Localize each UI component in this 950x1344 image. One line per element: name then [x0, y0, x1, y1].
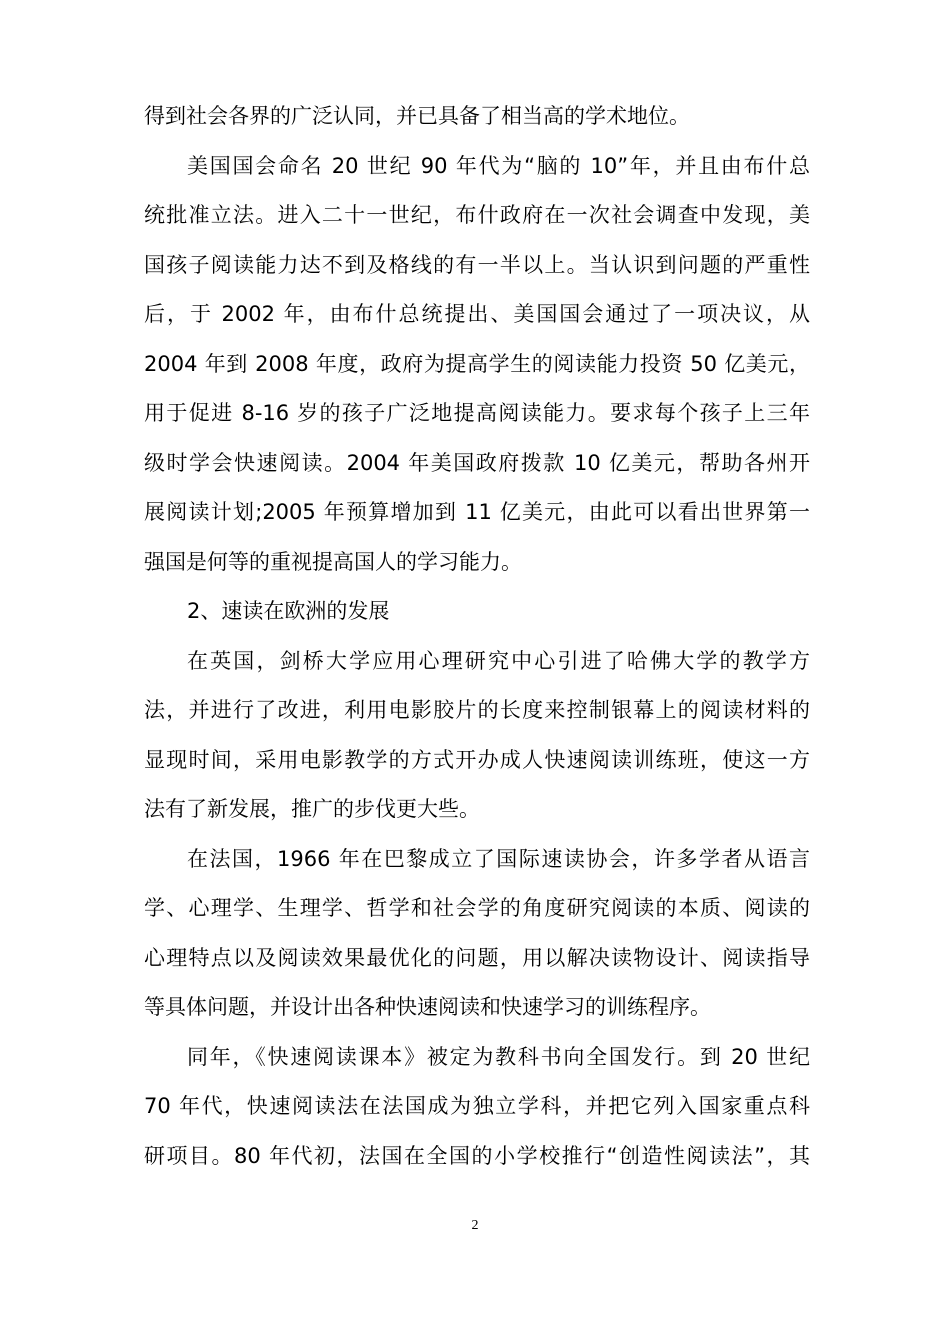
text-line: 在英国，剑桥大学应用心理研究中心引进了哈佛大学的教学方	[187, 648, 810, 673]
text-line: 国孩子阅读能力达不到及格线的有一半以上。当认识到问题的严重性	[144, 252, 810, 277]
text-line: 等具体问题，并设计出各种快速阅读和快速学习的训练程序。	[144, 995, 711, 1019]
page-number: 2	[471, 1218, 479, 1233]
text-line: 统批准立法。进入二十一世纪，布什政府在一次社会调查中发现，美	[144, 203, 810, 227]
text-line: 显现时间，采用电影教学的方式开办成人快速阅读训练班，使这一方	[144, 747, 810, 772]
text-line: 后，于 2002 年，由布什总统提出、美国国会通过了一项决议，从	[144, 302, 810, 326]
text-line: 2004 年到 2008 年度，政府为提高学生的阅读能力投资 50 亿美元，	[144, 351, 810, 376]
section-heading: 2、速读在欧洲的发展	[187, 599, 390, 623]
text-line: 级时学会快速阅读。2004 年美国政府拨款 10 亿美元，帮助各州开	[144, 450, 810, 475]
text-line: 法，并进行了改进，利用电影胶片的长度来控制银幕上的阅读材料的	[144, 698, 810, 722]
text-line: 学、心理学、生理学、哲学和社会学的角度研究阅读的本质、阅读的	[144, 896, 810, 920]
text-line: 研项目。80 年代初，法国在全国的小学校推行“创造性阅读法”，其	[144, 1143, 810, 1168]
text-line: 在法国，1966 年在巴黎成立了国际速读协会，许多学者从语言	[187, 846, 810, 871]
text-line: 同年，《快速阅读课本》被定为教科书向全国发行。到 20 世纪	[187, 1044, 810, 1069]
text-line: 强国是何等的重视提高国人的学习能力。	[144, 549, 522, 574]
text-line: 展阅读计划;2005 年预算增加到 11 亿美元，由此可以看出世界第一	[144, 500, 810, 524]
text-line: 美国国会命名 20 世纪 90 年代为“脑的 10”年，并且由布什总	[187, 153, 810, 178]
body-text	[144, 92, 810, 1181]
text-line: 心理特点以及阅读效果最优化的问题，用以解决读物设计、阅读指导	[144, 945, 810, 970]
text-line: 得到社会各界的广泛认同，并已具备了相当高的学术地位。	[144, 104, 690, 128]
text-line: 70 年代，快速阅读法在法国成为独立学科，并把它列入国家重点科	[144, 1094, 810, 1118]
text-line: 用于促进 8-16 岁的孩子广泛地提高阅读能力。要求每个孩子上三年	[144, 401, 810, 425]
text-line: 法有了新发展，推广的步伐更大些。	[144, 797, 480, 821]
